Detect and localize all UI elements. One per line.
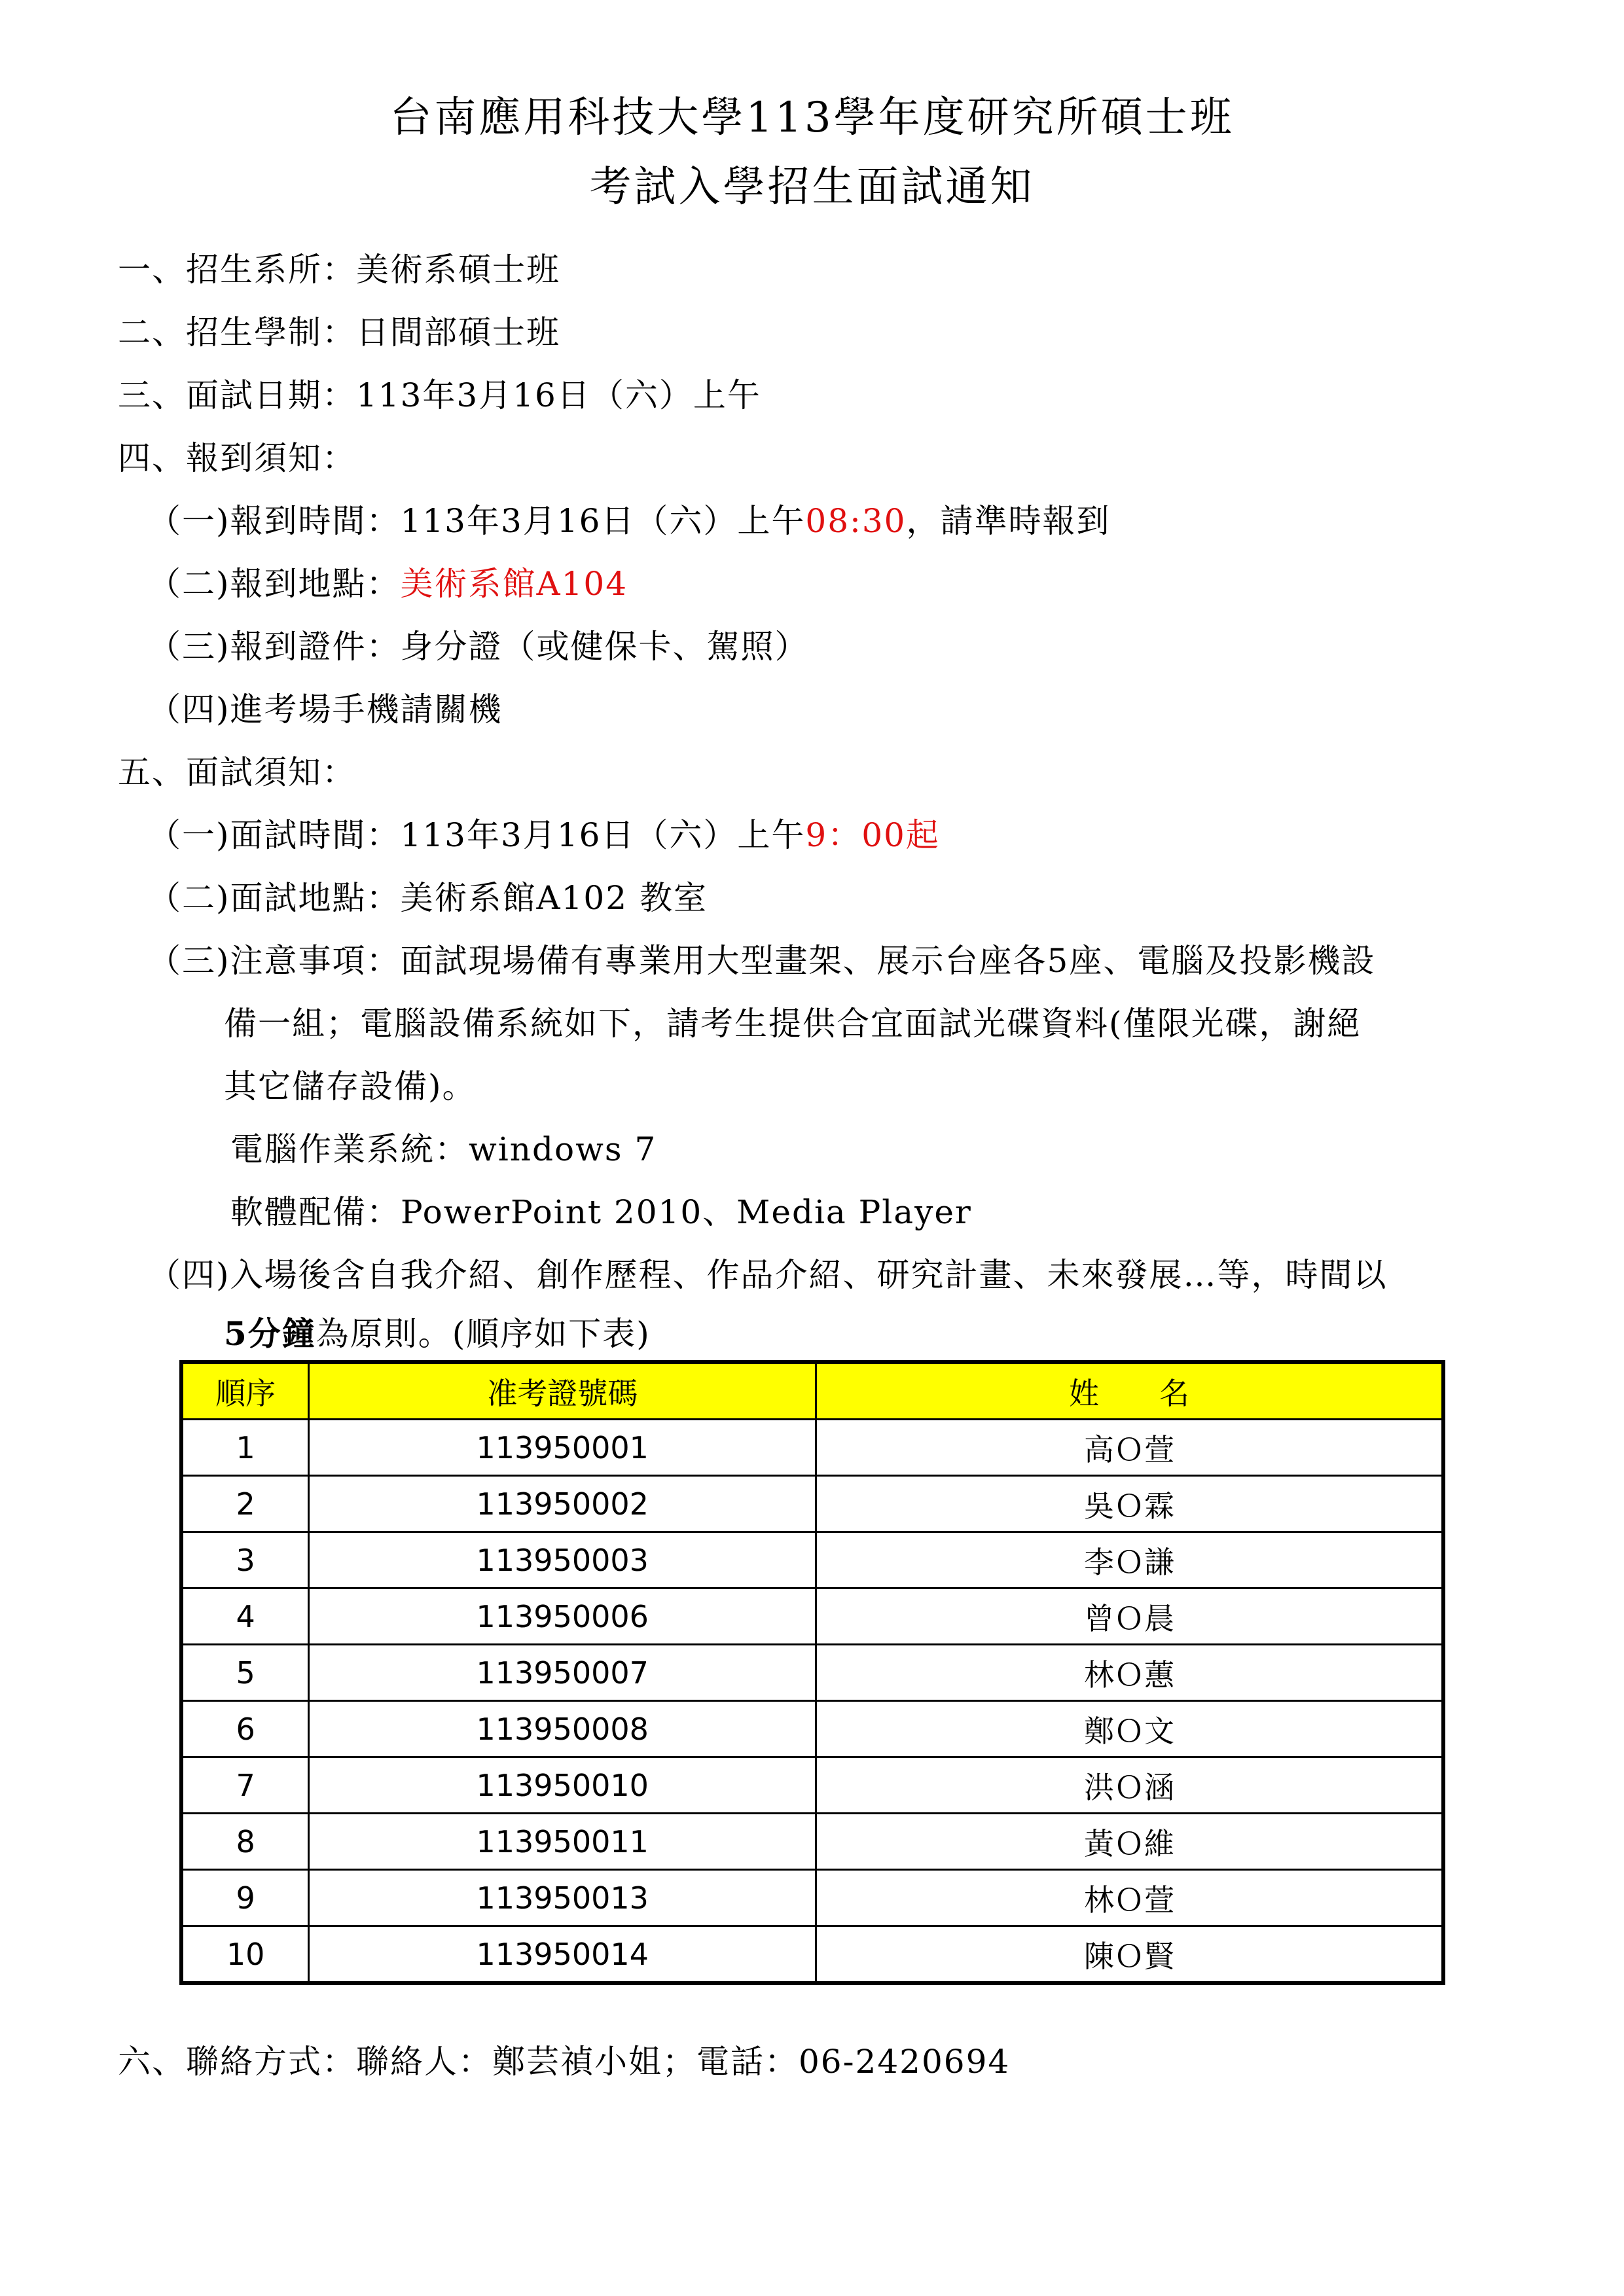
- cell-name: 林Ｏ萱: [816, 1870, 1443, 1926]
- document-title: 台南應用科技大學113學年度研究所碩士班: [389, 94, 1235, 142]
- table-row: [181, 1588, 1443, 1645]
- table-row: [181, 1870, 1443, 1926]
- section-program: 二、招生學制：日間部碩士班: [118, 314, 560, 351]
- cell-name: 李Ｏ謙: [816, 1532, 1443, 1588]
- cell-name: 洪Ｏ涵: [816, 1757, 1443, 1814]
- interview-content-line1: （四)入場後含自我介紹、創作歷程、作品介紹、研究計畫、未來發展…等，時間以: [148, 1256, 1388, 1294]
- cell-exam-number: 113950003: [309, 1532, 816, 1588]
- software-list: 軟體配備：PowerPoint 2010、Media Player: [230, 1193, 972, 1231]
- document-subtitle: 考試入學招生面試通知: [589, 163, 1035, 211]
- header-exam-number: 准考證號碼: [309, 1362, 816, 1420]
- checkin-phone-notice: （四)進考場手機請關機: [148, 691, 503, 728]
- cell-exam-number: 113950008: [309, 1701, 816, 1757]
- table-row: [181, 1757, 1443, 1814]
- interview-time: [148, 809, 940, 856]
- cell-name: 林Ｏ蕙: [816, 1645, 1443, 1701]
- interview-place: （二)面試地點：美術系館A102 教室: [148, 879, 708, 917]
- cell-exam-number: 113950010: [309, 1757, 816, 1814]
- checkin-place: [148, 558, 628, 605]
- time-limit: 5分鐘: [224, 1314, 316, 1353]
- cell-order: 7: [181, 1757, 309, 1814]
- table-row: [181, 1420, 1443, 1476]
- cell-name: 鄭Ｏ文: [816, 1701, 1443, 1757]
- section-contact: 六、聯絡方式：聯絡人：鄭芸禎小姐；電話：06-2420694: [118, 2043, 1011, 2081]
- section-checkin-heading: 四、報到須知：: [118, 439, 356, 477]
- header-name: 姓 名: [816, 1362, 1443, 1420]
- interview-time-label: （一)面試時間：113年3月16日（六）上午: [148, 816, 806, 854]
- interview-content-line2: [224, 1308, 651, 1355]
- cell-order: 5: [181, 1645, 309, 1701]
- checkin-time-value: 08:30: [805, 502, 907, 540]
- cell-order: 8: [181, 1814, 309, 1870]
- checkin-time-note: ，請準時報到: [906, 502, 1111, 540]
- interview-notes-line1: （三)注意事項：面試現場備有專業用大型畫架、展示台座各5座、電腦及投影機設: [148, 942, 1376, 980]
- time-limit-note: 為原則。(順序如下表): [316, 1315, 651, 1353]
- table-row: [181, 1476, 1443, 1532]
- cell-order: 6: [181, 1701, 309, 1757]
- cell-name: 陳Ｏ賢: [816, 1926, 1443, 1984]
- table-header-row: [181, 1362, 1443, 1420]
- interview-order-table: [179, 1360, 1445, 1985]
- cell-exam-number: 113950002: [309, 1476, 816, 1532]
- cell-order: 3: [181, 1532, 309, 1588]
- cell-exam-number: 113950007: [309, 1645, 816, 1701]
- checkin-documents: （三)報到證件：身分證（或健保卡、駕照）: [148, 628, 809, 666]
- interview-time-value: 9：00起: [805, 816, 940, 854]
- interview-notes-line3: 其它儲存設備)。: [224, 1067, 477, 1105]
- cell-exam-number: 113950006: [309, 1588, 816, 1645]
- cell-name: 曾Ｏ晨: [816, 1588, 1443, 1645]
- cell-exam-number: 113950011: [309, 1814, 816, 1870]
- section-interview-date: 三、面試日期：113年3月16日（六）上午: [118, 376, 761, 414]
- checkin-place-value: 美術系館A104: [400, 565, 628, 603]
- computer-os: 電腦作業系統：windows 7: [230, 1130, 657, 1168]
- table-row: [181, 1814, 1443, 1870]
- cell-name: 吳Ｏ霖: [816, 1476, 1443, 1532]
- cell-order: 2: [181, 1476, 309, 1532]
- table-row: [181, 1645, 1443, 1701]
- section-interview-heading: 五、面試須知：: [118, 753, 356, 791]
- cell-exam-number: 113950001: [309, 1420, 816, 1476]
- table-row: [181, 1532, 1443, 1588]
- cell-order: 9: [181, 1870, 309, 1926]
- table-row: [181, 1926, 1443, 1984]
- interview-notes-line2: 備一組；電腦設備系統如下，請考生提供合宜面試光碟資料(僅限光碟，謝絕: [224, 1005, 1362, 1043]
- cell-exam-number: 113950014: [309, 1926, 816, 1984]
- checkin-place-label: （二)報到地點：: [148, 565, 401, 603]
- cell-name: 高Ｏ萱: [816, 1420, 1443, 1476]
- checkin-time: [148, 495, 1110, 542]
- checkin-time-label: （一)報到時間：113年3月16日（六）上午: [148, 502, 806, 540]
- cell-name: 黃Ｏ維: [816, 1814, 1443, 1870]
- cell-order: 10: [181, 1926, 309, 1984]
- section-department: 一、招生系所：美術系碩士班: [118, 251, 560, 289]
- header-order: 順序: [181, 1362, 309, 1420]
- cell-order: 4: [181, 1588, 309, 1645]
- table-row: [181, 1701, 1443, 1757]
- cell-order: 1: [181, 1420, 309, 1476]
- cell-exam-number: 113950013: [309, 1870, 816, 1926]
